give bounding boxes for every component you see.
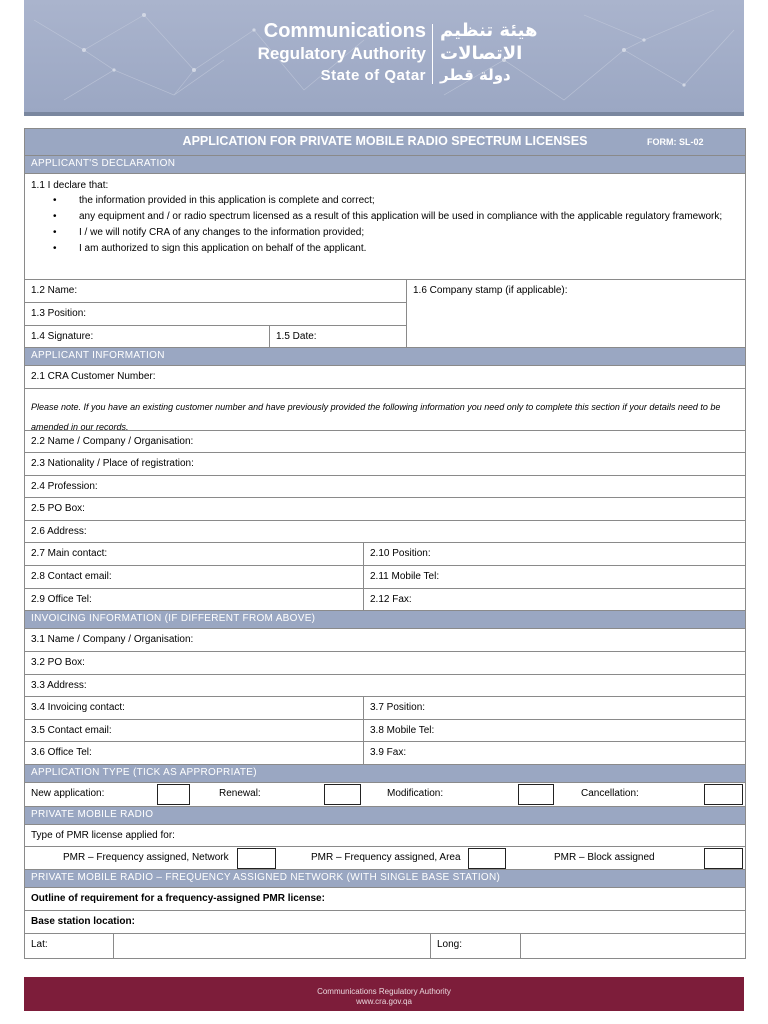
fax-field[interactable]: 2.12 Fax: [363, 589, 745, 610]
pmr-network-label: PMR – Frequency assigned, Network [63, 852, 229, 863]
position-field[interactable]: 2.10 Position: [363, 543, 745, 565]
invoicing-address-field[interactable]: 3.3 Address: [31, 680, 87, 691]
invoicing-email-row [25, 720, 745, 742]
contact-email-field[interactable]: 2.8 Contact email: [31, 571, 112, 582]
nationality-field[interactable]: 2.3 Nationality / Place of registration: [31, 458, 194, 469]
declaration-text [25, 174, 745, 280]
base-station-row [25, 911, 745, 934]
logo-arabic-line2: الاتصالات [440, 43, 523, 64]
office-tel-field[interactable]: 2.9 Office Tel: [31, 594, 92, 605]
declaration-item: • any equipment and / or radio spectrum licensed as a result of this application will be used in compliance with the applicable regulatory framework; [53, 210, 733, 224]
section-header-invoicing: INVOICING INFORMATION (IF DIFFERENT FROM ABOVE) [25, 611, 745, 629]
pmr-network-checkbox[interactable] [237, 848, 276, 869]
section-header-pmr: PRIVATE MOBILE RADIO [25, 807, 745, 825]
modification-label: Modification: [387, 788, 444, 799]
coordinates-row [25, 934, 745, 959]
logo-text-line3: State of Qatar [320, 67, 426, 84]
pmr-type-row [25, 825, 745, 847]
customer-number-row [25, 366, 745, 389]
pmr-area-checkbox[interactable] [468, 848, 506, 869]
banner-underline [24, 112, 744, 116]
declaration-item: • the information provided in this application is complete and correct; [53, 194, 733, 208]
cancellation-checkbox[interactable] [704, 784, 743, 805]
form-title: APPLICATION FOR PRIVATE MOBILE RADIO SPECTRUM LICENSES [182, 134, 588, 148]
new-application-checkbox[interactable] [157, 784, 190, 805]
main-contact-row [25, 543, 745, 566]
application-type-row [25, 783, 745, 807]
long-input[interactable] [520, 934, 745, 958]
invoicing-contact-row [25, 697, 745, 720]
signature-block [25, 280, 745, 348]
office-tel-row [25, 589, 745, 611]
pmr-area-label: PMR – Frequency assigned, Area [311, 852, 461, 863]
outline-label: Outline of requirement for a frequency-assigned PMR license: [31, 893, 325, 904]
form-title-bar [25, 129, 745, 156]
footer-org-name: Communications Regulatory Authority [317, 987, 451, 996]
contact-email-row [25, 566, 745, 589]
declaration-item: • I am authorized to sign this application on behalf of the applicant. [53, 242, 733, 256]
modification-checkbox[interactable] [518, 784, 554, 805]
footer-bar [24, 977, 744, 1011]
renewal-label: Renewal: [219, 788, 261, 799]
long-label: Long: [430, 934, 520, 958]
section-header-application-type: APPLICATION TYPE (TICK AS APPROPRIATE) [25, 765, 745, 783]
customer-number-field[interactable]: 2.1 CRA Customer Number: [31, 371, 156, 382]
date-field[interactable]: 1.5 Date: [269, 326, 406, 348]
declaration-item: • I / we will notify CRA of any changes to the information provided; [53, 226, 733, 240]
lat-label: Lat: [31, 939, 48, 950]
invoicing-name-field[interactable]: 3.1 Name / Company / Organisation: [31, 634, 194, 645]
signature-field[interactable]: 1.4 Signature: [31, 331, 94, 342]
invoicing-office-tel-field[interactable]: 3.6 Office Tel: [31, 747, 92, 758]
logo-arabic-line3: دولة قطر [440, 66, 511, 84]
logo-text-line1: Communications [263, 20, 426, 42]
cancellation-label: Cancellation: [581, 788, 639, 799]
position-field[interactable]: 1.3 Position: [25, 303, 406, 326]
mobile-tel-field[interactable]: 2.11 Mobile Tel: [363, 566, 745, 588]
invoicing-po-box-row [25, 652, 745, 675]
header-banner [24, 0, 744, 112]
po-box-field[interactable]: 2.5 PO Box: [31, 503, 85, 514]
application-form [24, 128, 746, 959]
company-stamp-field[interactable]: 1.6 Company stamp (if applicable): [406, 280, 745, 348]
declaration-lead: 1.1 I declare that: [31, 180, 109, 191]
main-contact-field[interactable]: 2.7 Main contact: [31, 548, 108, 559]
profession-field[interactable]: 2.4 Profession: [31, 481, 98, 492]
name-field[interactable]: 1.2 Name: [25, 280, 406, 303]
invoicing-email-field[interactable]: 3.5 Contact email: [31, 725, 112, 736]
applicant-note: Please note. If you have an existing customer number and have previously provided the following information you need only to complete this section if your details need to be amended in our records. [25, 389, 745, 431]
pmr-block-checkbox[interactable] [704, 848, 743, 869]
section-header-applicant: APPLICANT INFORMATION [25, 348, 745, 366]
section-header-declaration: APPLICANT'S DECLARATION [25, 156, 745, 174]
footer-website: www.cra.gov.qa [356, 997, 412, 1006]
invoicing-po-box-field[interactable]: 3.2 PO Box: [31, 657, 85, 668]
po-box-row [25, 498, 745, 521]
lat-input[interactable] [113, 934, 430, 958]
invoicing-position-field[interactable]: 3.7 Position: [363, 697, 745, 719]
invoicing-fax-field[interactable]: 3.9 Fax: [363, 742, 745, 764]
profession-row [25, 476, 745, 498]
logo-arabic-line1: هيئة تنظيم [440, 20, 538, 41]
address-field[interactable]: 2.6 Address: [31, 526, 87, 537]
applicant-name-field[interactable]: 2.2 Name / Company / Organisation: [31, 436, 194, 447]
outline-row [25, 888, 745, 911]
address-row [25, 521, 745, 543]
nationality-row [25, 453, 745, 476]
logo-text-line2: Regulatory Authority [257, 44, 426, 63]
invoicing-name-row [25, 629, 745, 652]
form-id: FORM: SL-02 [647, 137, 704, 147]
renewal-checkbox[interactable] [324, 784, 361, 805]
pmr-block-label: PMR – Block assigned [554, 852, 655, 863]
pmr-options-row [25, 847, 745, 870]
invoicing-contact-field[interactable]: 3.4 Invoicing contact: [31, 702, 125, 713]
invoicing-office-tel-row [25, 742, 745, 765]
applicant-name-row [25, 431, 745, 453]
declaration-list [53, 192, 733, 256]
invoicing-mobile-field[interactable]: 3.8 Mobile Tel: [363, 720, 745, 741]
invoicing-address-row [25, 675, 745, 697]
section-header-network: PRIVATE MOBILE RADIO – FREQUENCY ASSIGNED NETWORK (WITH SINGLE BASE STATION) [25, 870, 745, 888]
logo-divider [432, 24, 433, 84]
pmr-type-label: Type of PMR license applied for: [31, 830, 175, 841]
base-station-label: Base station location: [31, 916, 135, 927]
new-application-label: New application: [31, 788, 105, 799]
